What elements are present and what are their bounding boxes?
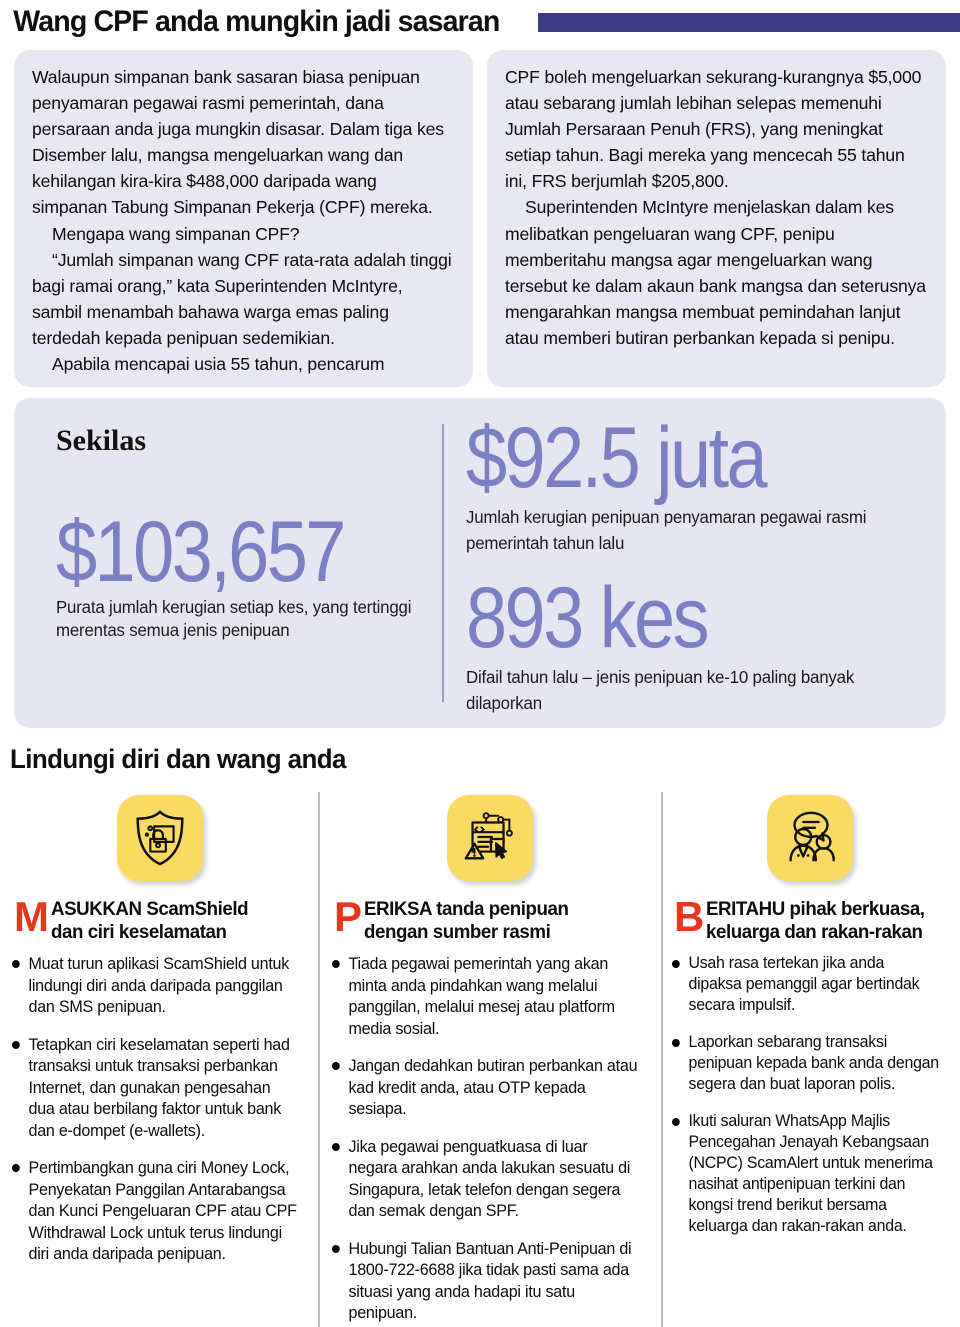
header (0, 0, 960, 44)
stats-section-label: Sekilas (56, 424, 147, 457)
tips-list (332, 953, 648, 1324)
headline-line-1: ERIKSA tanda penipuan (364, 898, 569, 920)
list-item: Tetapkan ciri keselamatan seperti had transaksi untuk transaksi perbankan Internet, dan gunakan pengesahan dua atau berbilang faktor untuk bank dan e-dompet (e-wallets). (12, 1034, 299, 1142)
browser-warning-cursor-icon (447, 795, 533, 881)
headline-line-1: ERITAHU pihak berkuasa, (706, 898, 925, 920)
list-item: Jangan dedahkan butiran perbankan atau kad kredit anda, atau OTP kepada sesiapa. (332, 1055, 639, 1120)
icon-container (672, 786, 948, 890)
initial-letter: B (674, 893, 705, 940)
stat-value-average-loss: $103,657 (56, 504, 344, 600)
stat-value-total-loss: $92.5 juta (466, 410, 766, 506)
list-item: Tiada pegawai pemerintah yang akan minta anda pindahkan wang melalui panggilan, melalui mesej atau platform media sosial. (332, 953, 639, 1039)
protect-column-beritahu (660, 786, 960, 1327)
headline-line-2: dengan sumber rasmi (364, 920, 551, 943)
stat-caption-case-count: Difail tahun lalu – jenis penipuan ke-10 paling banyak dilaporkan (466, 667, 855, 713)
protect-columns (0, 786, 960, 1327)
initial-letter: M (14, 893, 49, 940)
list-item: Jika pegawai penguatkuasa di luar negara arahkan anda lakukan sesuatu di Singapura, letak telefon dengan segera dan semak dengan SPF. (332, 1136, 639, 1222)
article-paragraph: Mengapa wang simpanan CPF? (52, 223, 300, 244)
icon-container (12, 786, 308, 890)
column-headline (332, 893, 648, 943)
headline-text (364, 898, 568, 943)
headline-text (51, 898, 248, 943)
list-item: Muat turun aplikasi ScamShield untuk lindungi diri anda daripada panggilan dan SMS penipuan. (12, 953, 299, 1018)
column-headline (12, 893, 308, 943)
article-paragraph: Apabila mencapai usia 55 tahun, pencarum (52, 354, 385, 375)
article-paragraph: CPF boleh mengeluarkan sekurang-kurangnya $5,000 atau sebarang jumlah lebihan selepas memenuhi Jumlah Persaraan Penuh (FRS), yang meningkat setiap tahun. Bagi mereka yang mencecah 55 tahun ini, FRS berjumlah $205,800. (505, 67, 922, 192)
list-item: Ikuti saluran WhatsApp Majlis Pencegahan Jenayah Kebangsaan (NCPC) ScamAlert untuk menerima nasihat antipenipuan terkini dan kongsi trend berikut bersama keluarga dan rakan-rakan anda. (672, 1111, 940, 1237)
stat-value-case-count: 893 kes (466, 570, 707, 666)
article-column-right (487, 50, 946, 387)
stat-caption-average-loss: Purata jumlah kerugian setiap kes, yang tertinggi merentas semua jenis penipuan (56, 597, 412, 640)
page-title: Wang CPF anda mungkin jadi sasaran (13, 5, 500, 38)
shield-lock-icon (117, 795, 203, 881)
headline-line-2: dan ciri keselamatan (51, 920, 227, 943)
people-speech-bubble-icon (767, 795, 853, 881)
header-rule (538, 13, 960, 32)
protect-column-masukkan (0, 786, 320, 1327)
stats-column-left (14, 398, 442, 728)
initial-letter: P (334, 893, 363, 940)
tips-list (12, 953, 308, 1265)
article-paragraph: Superintenden McIntyre menjelaskan dalam kes melibatkan pengeluaran wang CPF, penipu memberitahu mangsa agar mengeluarkan wang tersebut ke dalam akaun bank mangsa dan seterusnya mengarahkan mangsa membuat pemindahan lanjut atau memberi butiran perbankan kepada si penipu. (505, 197, 926, 348)
list-item: Pertimbangkan guna ciri Money Lock, Penyekatan Panggilan Antarabangsa dan Kunci Pengeluaran CPF atau CPF Withdrawal Lock untuk terus lindungi diri anda daripada penipuan. (12, 1157, 299, 1265)
list-item: Hubungi Talian Bantuan Anti-Penipuan di 1800-722-6688 jika tidak pasti sama ada situasi yang anda hadapi itu satu penipuan. (332, 1238, 639, 1324)
article-column-left (14, 50, 473, 387)
list-item: Laporkan sebarang transaksi penipuan kepada bank anda dengan segera dan buat laporan polis. (672, 1032, 940, 1095)
stat-caption-total-loss: Jumlah kerugian penipuan penyamaran pegawai rasmi pemerintah tahun lalu (466, 507, 867, 553)
headline-text (706, 898, 925, 943)
tips-list (672, 953, 948, 1237)
list-item: Usah rasa tertekan jika anda dipaksa pemanggil agar bertindak secara impulsif. (672, 953, 940, 1016)
stats-panel (14, 398, 946, 728)
icon-container (332, 786, 648, 890)
article-body (14, 50, 946, 387)
protect-column-periksa (320, 786, 660, 1327)
article-paragraph: Walaupun simpanan bank sasaran biasa penipuan penyamaran pegawai rasmi pemerintah, dana persaraan anda juga mungkin disasar. Dalam tiga kes Disember lalu, mangsa mengeluarkan wang dan kehilangan kira-kira $488,000 daripada wang simpanan Tabung Simpanan Pekerja (CPF) mereka. (32, 67, 444, 218)
stats-column-right (444, 398, 946, 728)
column-headline (672, 893, 948, 943)
headline-line-2: keluarga dan rakan-rakan (706, 920, 923, 943)
headline-line-1: ASUKKAN ScamShield (51, 898, 249, 920)
protect-section-title: Lindungi diri dan wang anda (10, 744, 346, 774)
article-paragraph: “Jumlah simpanan wang CPF rata-rata adalah tinggi bagi ramai orang,” kata Superintenden McIntyre, sambil menambah bahawa warga emas paling terdedah kepada penipuan sedemikian. (32, 249, 452, 348)
